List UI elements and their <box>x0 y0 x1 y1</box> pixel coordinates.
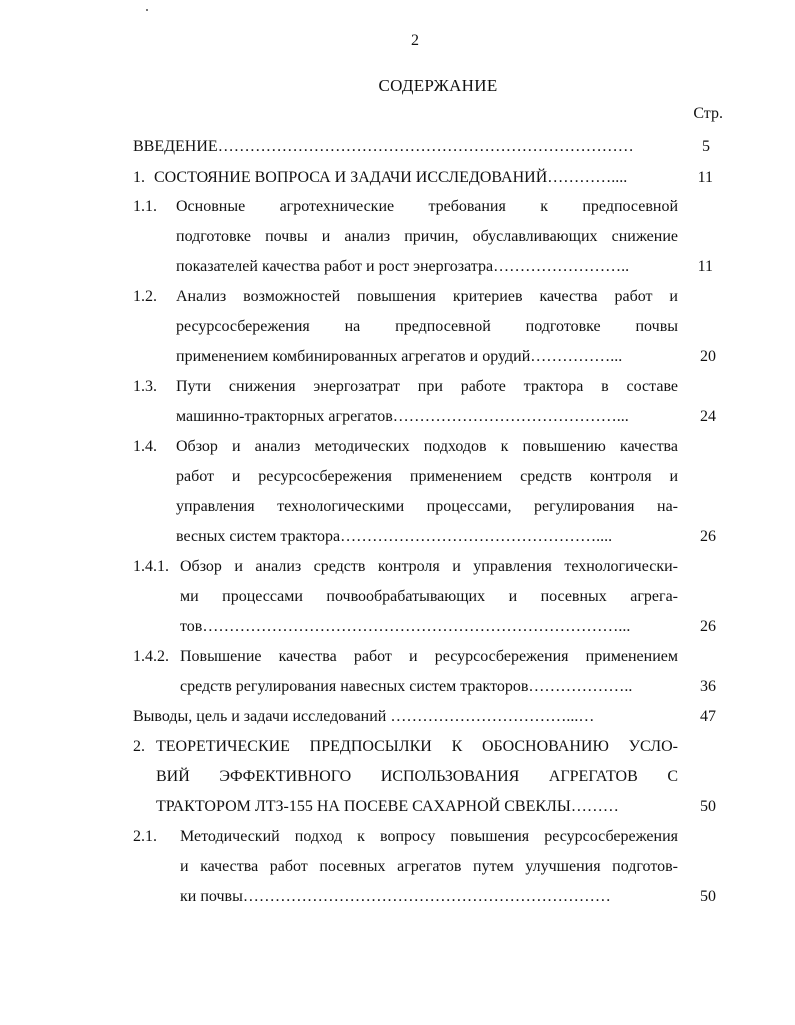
toc-entry-text: Пути снижения энергозатрат при работе трактора в составе <box>176 378 678 395</box>
toc-entry-number: 1.4.1. <box>133 558 169 575</box>
toc-entry-text: работ и ресурсосбережения применением средств контроля и <box>176 468 678 485</box>
toc-entry-text: Анализ возможностей повышения критериев качества работ и <box>176 288 678 305</box>
toc-entry-number: 1.2. <box>133 288 157 305</box>
toc-entry-text: управления технологическими процессами, регулирования на- <box>176 498 678 515</box>
toc-entry-number: 1. <box>133 169 145 186</box>
toc-entry-text: Обзор и анализ методических подходов к повышению качества <box>176 438 678 455</box>
toc-entry-number: 1.1. <box>133 198 157 215</box>
toc-entry-text: Обзор и анализ средств контроля и управления технологически- <box>180 558 678 575</box>
page-column-label: Стр. <box>693 105 723 122</box>
toc-entry-page: 36 <box>700 678 716 695</box>
toc-entry-text: ВИЙ ЭФФЕКТИВНОГО ИСПОЛЬЗОВАНИЯ АГРЕГАТОВ С <box>156 768 678 785</box>
toc-entry-page: 11 <box>697 169 713 186</box>
toc-entry-number: 1.3. <box>133 378 157 395</box>
toc-entry-text: Основные агротехнические требования к предпосевной <box>176 198 678 215</box>
toc-entry-text: тов……………………………………………………………………... <box>180 618 631 635</box>
toc-entry-text: Выводы, цель и задачи исследований ……………………………...… <box>133 708 595 725</box>
toc-entry-text: СОСТОЯНИЕ ВОПРОСА И ЗАДАЧИ ИССЛЕДОВАНИЙ………….... <box>154 169 628 186</box>
toc-entry-page: 26 <box>700 528 716 545</box>
toc-entry-number: 1.4. <box>133 438 157 455</box>
toc-entry-text: ки почвы…………………………………………………………… <box>180 888 611 905</box>
toc-entry-text: подготовке почвы и анализ причин, обуславливающих снижение <box>176 228 678 245</box>
toc-entry-text: показателей качества работ и рост энергозатра…………………….. <box>176 258 630 275</box>
toc-entry-page: 26 <box>700 618 716 635</box>
toc-entry-text: Методический подход к вопросу повышения ресурсосбережения <box>180 828 678 845</box>
page-number: 2 <box>411 32 419 49</box>
toc-entry-page: 24 <box>700 408 716 425</box>
toc-entry-text: Повышение качества работ и ресурсосбережения применением <box>180 648 678 665</box>
page-title: СОДЕРЖАНИЕ <box>378 76 498 95</box>
toc-entry-page: 11 <box>697 258 713 275</box>
toc-entry-text: применением комбинированных агрегатов и орудий……………... <box>176 348 623 365</box>
toc-entry-page: 20 <box>700 348 716 365</box>
toc-entry-text: ТРАКТОРОМ ЛТЗ-155 НА ПОСЕВЕ САХАРНОЙ СВЕКЛЫ……… <box>156 798 619 815</box>
toc-entry-number: 2.1. <box>133 828 157 845</box>
toc-entry-text: ТЕОРЕТИЧЕСКИЕ ПРЕДПОСЫЛКИ К ОБОСНОВАНИЮ УСЛО- <box>156 738 678 755</box>
toc-entry-number: 1.4.2. <box>133 648 169 665</box>
toc-entry-page: 5 <box>702 138 710 155</box>
toc-entry-text: средств регулирования навесных систем тракторов……………….. <box>180 678 633 695</box>
toc-entry-text: ми процессами почвообрабатывающих и посевных агрега- <box>180 588 678 605</box>
toc-entry-page: 50 <box>700 888 716 905</box>
toc-entry-text: машинно-тракторных агрегатов……………………………………... <box>176 408 629 425</box>
toc-entry-text: ВВЕДЕНИЕ…………………………………………………………………… <box>133 138 634 155</box>
toc-entry-number: 2. <box>133 738 145 755</box>
toc-entry-text: ресурсосбережения на предпосевной подготовке почвы <box>176 318 678 335</box>
toc-entry-page: 50 <box>700 798 716 815</box>
toc-entry-text: весных систем трактора………………………………………….... <box>176 528 613 545</box>
toc-entry-text: и качества работ посевных агрегатов путем улучшения подготов- <box>180 858 678 875</box>
toc-entry-page: 47 <box>700 708 716 725</box>
